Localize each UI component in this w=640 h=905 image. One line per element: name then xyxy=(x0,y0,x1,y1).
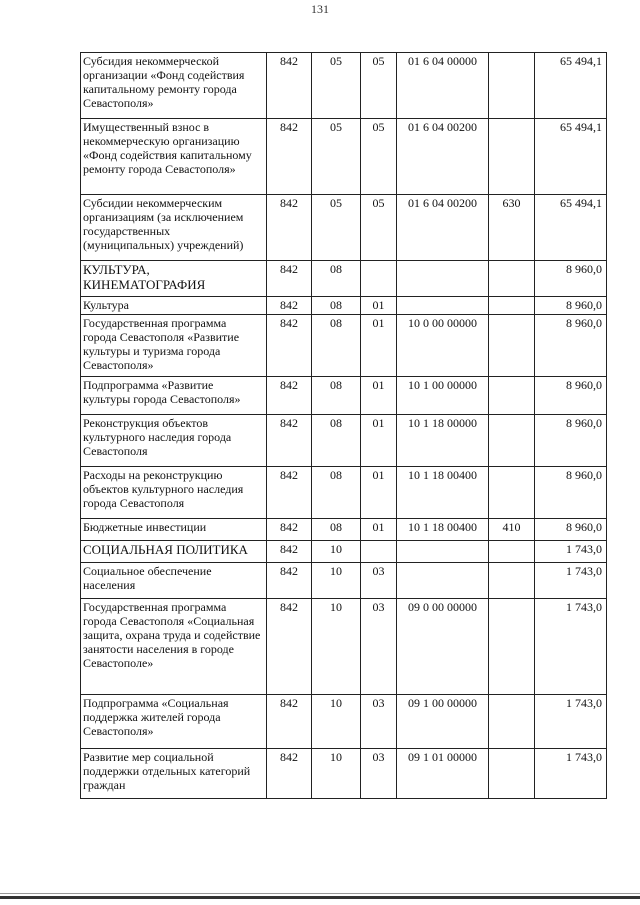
table-row xyxy=(81,261,607,297)
row-name-cell: СОЦИАЛЬНАЯ ПОЛИТИКА xyxy=(81,541,267,563)
row-name-cell: Социальное обеспечение населения xyxy=(81,563,267,599)
row-code-cell: 842 xyxy=(267,599,312,695)
row-expense-cell xyxy=(489,377,535,415)
row-name-cell: КУЛЬТУРА, КИНЕМАТОГРАФИЯ xyxy=(81,261,267,297)
row-subsection-cell: 03 xyxy=(361,599,397,695)
budget-table xyxy=(80,52,607,799)
row-target-cell: 09 1 00 00000 xyxy=(397,695,489,749)
row-target-cell xyxy=(397,261,489,297)
row-code-cell: 842 xyxy=(267,519,312,541)
row-target-cell: 10 1 18 00400 xyxy=(397,519,489,541)
row-target-cell: 01 6 04 00200 xyxy=(397,119,489,195)
row-subsection-cell: 01 xyxy=(361,377,397,415)
table-body xyxy=(81,53,607,799)
row-section-cell: 08 xyxy=(312,261,361,297)
row-section-cell: 08 xyxy=(312,415,361,467)
row-amount-cell: 8 960,0 xyxy=(535,519,607,541)
row-name-cell: Подпрограмма «Развитие культуры города Севастополя» xyxy=(81,377,267,415)
row-subsection-cell: 01 xyxy=(361,467,397,519)
row-section-cell: 08 xyxy=(312,297,361,315)
row-amount-cell: 8 960,0 xyxy=(535,297,607,315)
row-code-cell: 842 xyxy=(267,297,312,315)
row-code-cell: 842 xyxy=(267,695,312,749)
row-name-cell: Бюджетные инвестиции xyxy=(81,519,267,541)
row-code-cell: 842 xyxy=(267,195,312,261)
row-section-cell: 05 xyxy=(312,195,361,261)
row-target-cell xyxy=(397,297,489,315)
row-expense-cell: 410 xyxy=(489,519,535,541)
bottom-scan-line-faint xyxy=(0,893,640,894)
row-expense-cell xyxy=(489,749,535,799)
table-row xyxy=(81,563,607,599)
row-code-cell: 842 xyxy=(267,377,312,415)
row-code-cell: 842 xyxy=(267,261,312,297)
row-target-cell: 01 6 04 00000 xyxy=(397,53,489,119)
row-target-cell: 09 1 01 00000 xyxy=(397,749,489,799)
table-row xyxy=(81,467,607,519)
row-code-cell: 842 xyxy=(267,53,312,119)
row-code-cell: 842 xyxy=(267,467,312,519)
row-code-cell: 842 xyxy=(267,415,312,467)
table-row xyxy=(81,695,607,749)
row-name-cell: Подпрограмма «Социальная поддержка жителей города Севастополя» xyxy=(81,695,267,749)
row-target-cell: 10 1 00 00000 xyxy=(397,377,489,415)
table-row xyxy=(81,415,607,467)
row-name-cell: Субсидия некоммерческой организации «Фонд содействия капитальному ремонту города Севастополя» xyxy=(81,53,267,119)
row-amount-cell: 8 960,0 xyxy=(535,261,607,297)
row-code-cell: 842 xyxy=(267,563,312,599)
row-subsection-cell: 01 xyxy=(361,415,397,467)
row-section-cell: 10 xyxy=(312,599,361,695)
row-target-cell: 10 1 18 00400 xyxy=(397,467,489,519)
row-expense-cell xyxy=(489,563,535,599)
row-expense-cell xyxy=(489,695,535,749)
row-expense-cell xyxy=(489,415,535,467)
table-row xyxy=(81,195,607,261)
row-amount-cell: 8 960,0 xyxy=(535,377,607,415)
row-subsection-cell xyxy=(361,261,397,297)
row-name-cell: Расходы на реконструкцию объектов культурного наследия города Севастополя xyxy=(81,467,267,519)
row-name-cell: Культура xyxy=(81,297,267,315)
row-expense-cell xyxy=(489,599,535,695)
row-expense-cell xyxy=(489,467,535,519)
table-row xyxy=(81,297,607,315)
row-amount-cell: 1 743,0 xyxy=(535,541,607,563)
row-name-cell: Субсидии некоммерческим организациям (за исключением государственных (муниципальных) учреждений) xyxy=(81,195,267,261)
table-row xyxy=(81,53,607,119)
row-name-cell: Государственная программа города Севастополя «Социальная защита, охрана труда и содействие занятости населения в городе Севастополе» xyxy=(81,599,267,695)
row-expense-cell xyxy=(489,261,535,297)
row-name-cell: Имущественный взнос в некоммерческую организацию «Фонд содействия капитальному ремонту города Севастополя» xyxy=(81,119,267,195)
page-number: 131 xyxy=(311,2,329,16)
row-subsection-cell: 03 xyxy=(361,563,397,599)
row-expense-cell: 630 xyxy=(489,195,535,261)
row-subsection-cell: 01 xyxy=(361,297,397,315)
row-section-cell: 05 xyxy=(312,53,361,119)
row-section-cell: 10 xyxy=(312,563,361,599)
row-code-cell: 842 xyxy=(267,315,312,377)
row-target-cell xyxy=(397,541,489,563)
row-target-cell: 10 1 18 00000 xyxy=(397,415,489,467)
table-row xyxy=(81,377,607,415)
table-row xyxy=(81,599,607,695)
row-amount-cell: 8 960,0 xyxy=(535,467,607,519)
row-amount-cell: 65 494,1 xyxy=(535,119,607,195)
row-subsection-cell: 03 xyxy=(361,695,397,749)
row-target-cell: 01 6 04 00200 xyxy=(397,195,489,261)
row-subsection-cell: 05 xyxy=(361,53,397,119)
row-name-cell: Реконструкция объектов культурного наследия города Севастополя xyxy=(81,415,267,467)
row-subsection-cell: 01 xyxy=(361,519,397,541)
row-subsection-cell: 05 xyxy=(361,119,397,195)
row-expense-cell xyxy=(489,297,535,315)
row-section-cell: 10 xyxy=(312,695,361,749)
row-section-cell: 10 xyxy=(312,749,361,799)
table-row xyxy=(81,541,607,563)
row-code-cell: 842 xyxy=(267,541,312,563)
row-amount-cell: 65 494,1 xyxy=(535,53,607,119)
row-target-cell: 09 0 00 00000 xyxy=(397,599,489,695)
table-row xyxy=(81,519,607,541)
table-row xyxy=(81,315,607,377)
row-expense-cell xyxy=(489,541,535,563)
row-amount-cell: 65 494,1 xyxy=(535,195,607,261)
row-amount-cell: 1 743,0 xyxy=(535,599,607,695)
row-amount-cell: 1 743,0 xyxy=(535,695,607,749)
row-section-cell: 05 xyxy=(312,119,361,195)
row-name-cell: Государственная программа города Севастополя «Развитие культуры и туризма города Севастополя» xyxy=(81,315,267,377)
row-name-cell: Развитие мер социальной поддержки отдельных категорий граждан xyxy=(81,749,267,799)
row-expense-cell xyxy=(489,119,535,195)
row-section-cell: 10 xyxy=(312,541,361,563)
row-amount-cell: 1 743,0 xyxy=(535,749,607,799)
row-amount-cell: 8 960,0 xyxy=(535,315,607,377)
row-code-cell: 842 xyxy=(267,119,312,195)
bottom-scan-line xyxy=(0,896,640,899)
row-subsection-cell xyxy=(361,541,397,563)
row-amount-cell: 1 743,0 xyxy=(535,563,607,599)
row-code-cell: 842 xyxy=(267,749,312,799)
table-row xyxy=(81,119,607,195)
table-row xyxy=(81,749,607,799)
row-target-cell xyxy=(397,563,489,599)
row-section-cell: 08 xyxy=(312,315,361,377)
row-subsection-cell: 03 xyxy=(361,749,397,799)
row-subsection-cell: 05 xyxy=(361,195,397,261)
row-section-cell: 08 xyxy=(312,377,361,415)
row-expense-cell xyxy=(489,53,535,119)
row-target-cell: 10 0 00 00000 xyxy=(397,315,489,377)
row-section-cell: 08 xyxy=(312,467,361,519)
row-section-cell: 08 xyxy=(312,519,361,541)
row-expense-cell xyxy=(489,315,535,377)
row-subsection-cell: 01 xyxy=(361,315,397,377)
row-amount-cell: 8 960,0 xyxy=(535,415,607,467)
